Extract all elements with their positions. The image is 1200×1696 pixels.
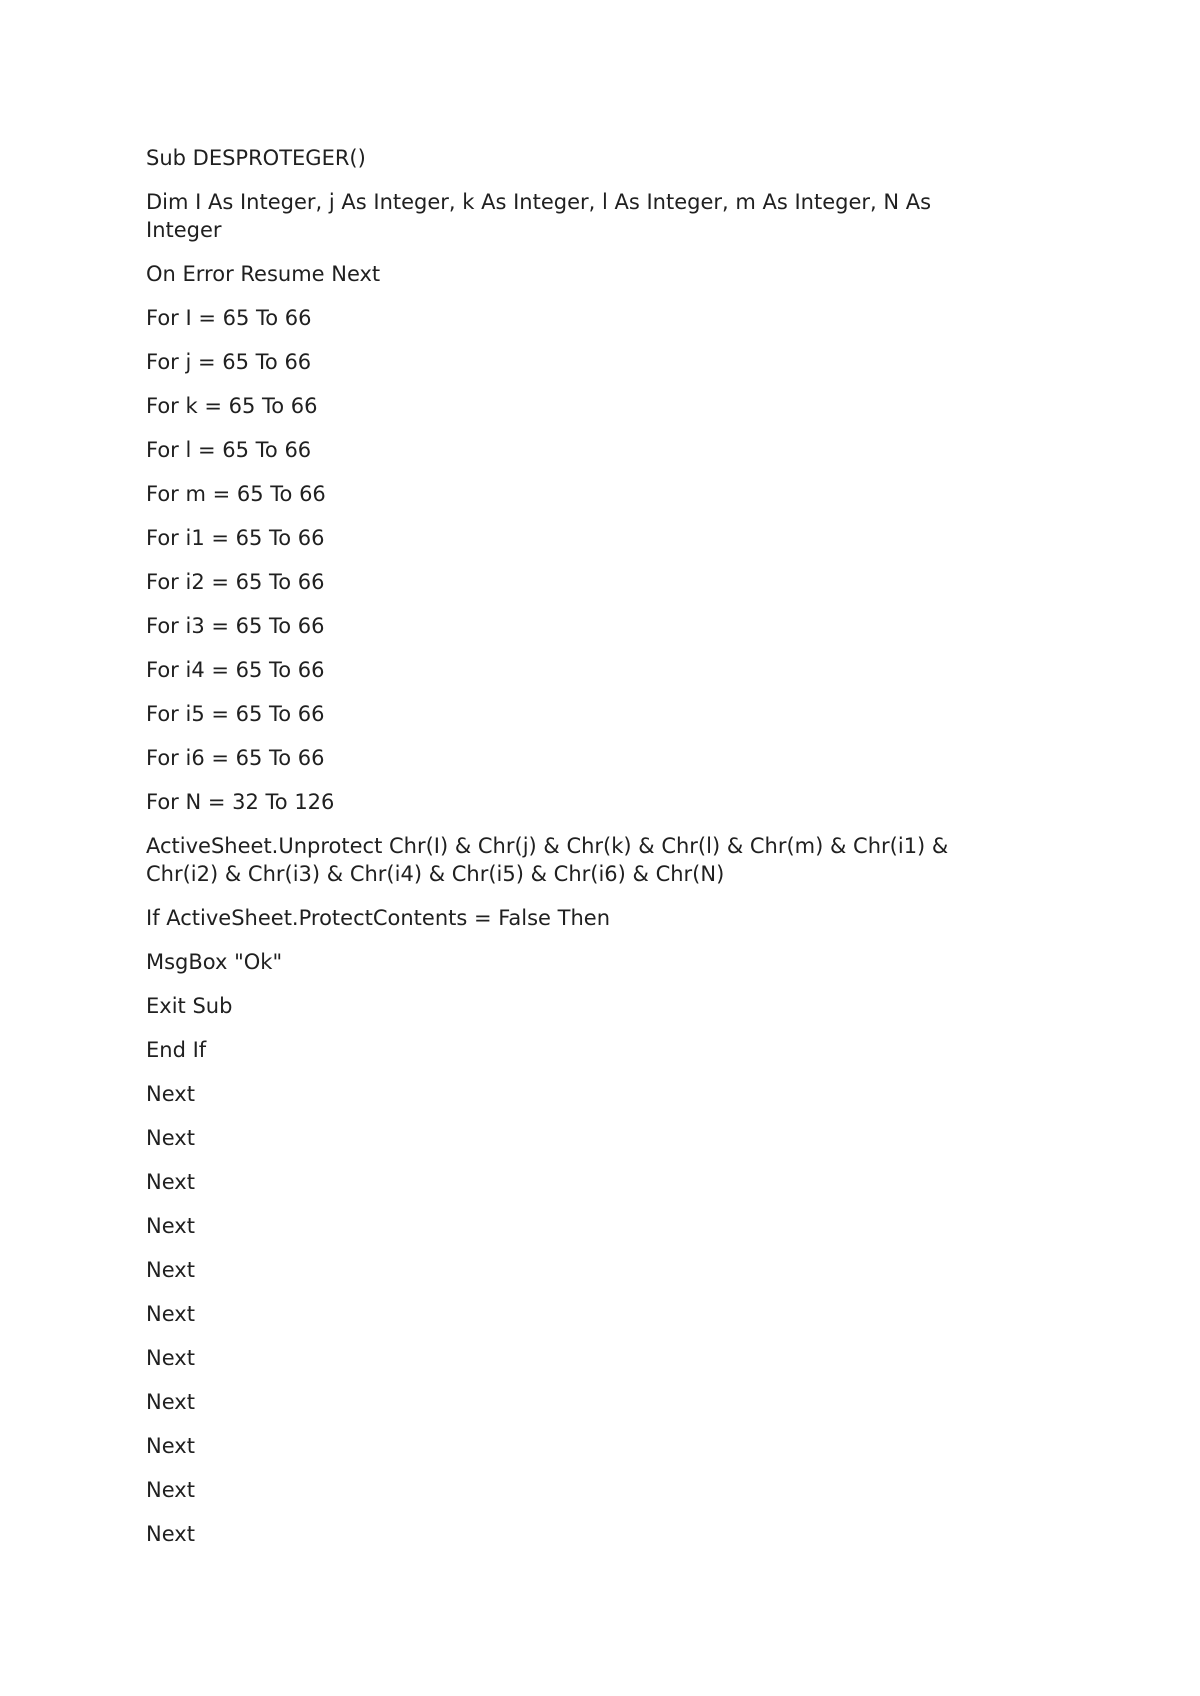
code-line: For l = 65 To 66	[146, 438, 312, 462]
code-line: For i5 = 65 To 66	[146, 702, 325, 726]
code-line: For i1 = 65 To 66	[146, 526, 325, 550]
code-line: Next	[146, 1390, 195, 1414]
code-line: Next	[146, 1126, 195, 1150]
code-line: Next	[146, 1170, 195, 1194]
code-line: Exit Sub	[146, 994, 233, 1018]
code-line: ActiveSheet.Unprotect Chr(I) & Chr(j) & Chr(k) & Chr(l) & Chr(m) & Chr(i1) & Chr(i2) & Chr(i3) & Chr(i4) & Chr(i5) & Chr(i6) & Chr(N)	[146, 834, 949, 886]
code-line: For N = 32 To 126	[146, 790, 335, 814]
code-line: For i2 = 65 To 66	[146, 570, 325, 594]
code-line: End If	[146, 1038, 207, 1062]
code-line: For m = 65 To 66	[146, 482, 326, 506]
code-line: If ActiveSheet.ProtectContents = False Then	[146, 906, 611, 930]
code-line: On Error Resume Next	[146, 262, 381, 286]
code-line: Next	[146, 1478, 195, 1502]
code-line: Next	[146, 1258, 195, 1282]
code-line: Next	[146, 1214, 195, 1238]
code-line: MsgBox "Ok"	[146, 950, 283, 974]
code-line: For i6 = 65 To 66	[146, 746, 325, 770]
code-line: Next	[146, 1522, 195, 1546]
code-listing	[146, 144, 1026, 1564]
code-line: Next	[146, 1302, 195, 1326]
code-line: For I = 65 To 66	[146, 306, 312, 330]
code-line: Sub DESPROTEGER()	[146, 146, 366, 170]
code-line: Dim I As Integer, j As Integer, k As Integer, l As Integer, m As Integer, N As Integer	[146, 190, 932, 242]
code-line: For k = 65 To 66	[146, 394, 318, 418]
code-line: For i3 = 65 To 66	[146, 614, 325, 638]
code-line: Next	[146, 1082, 195, 1106]
code-line: Next	[146, 1434, 195, 1458]
code-line: For j = 65 To 66	[146, 350, 312, 374]
code-line: For i4 = 65 To 66	[146, 658, 325, 682]
code-line: Next	[146, 1346, 195, 1370]
